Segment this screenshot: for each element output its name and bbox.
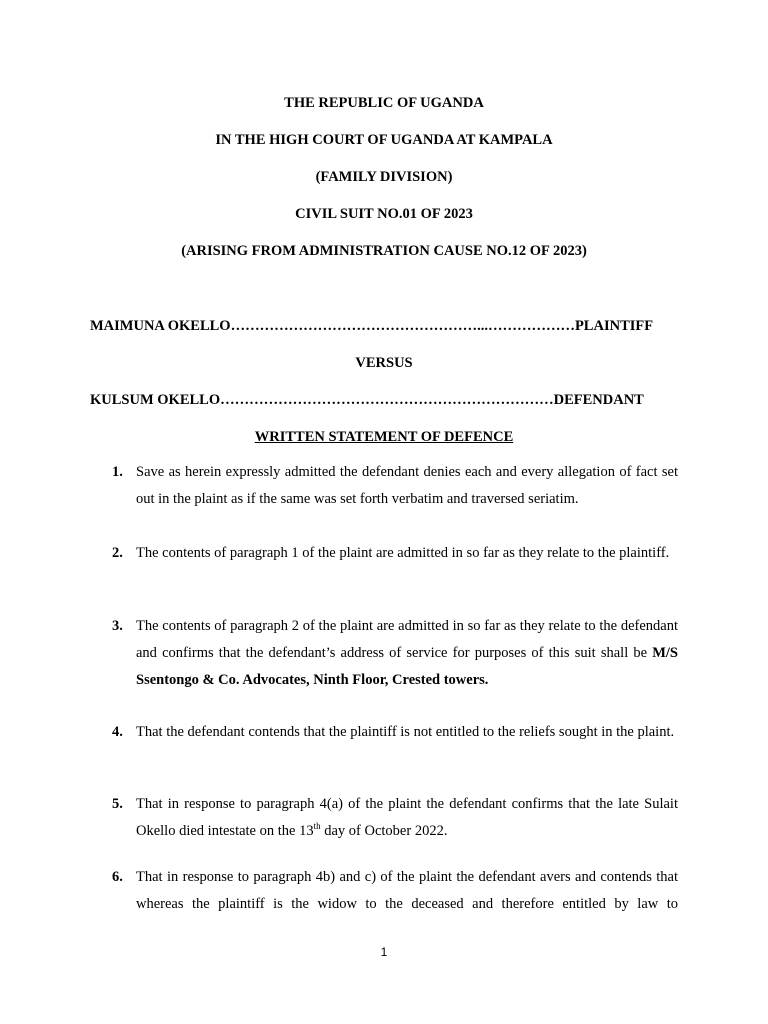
document-title: WRITTEN STATEMENT OF DEFENCE: [254, 429, 514, 445]
paragraph-2: [112, 540, 678, 567]
page-number: 1: [380, 945, 388, 959]
paragraph-text: [136, 613, 678, 694]
paragraph-number: 3.: [112, 618, 123, 634]
paragraph-number: 6.: [112, 869, 123, 885]
heading-republic: THE REPUBLIC OF UGANDA: [284, 95, 484, 111]
paragraph-1: [112, 459, 678, 513]
paragraph-number: 4.: [112, 724, 123, 740]
heading-division: (FAMILY DIVISION): [315, 169, 453, 185]
ordinal-superscript: th: [313, 821, 321, 832]
paragraph-text: The contents of paragraph 1 of the plaint are admitted in so far as they relate to the plaintiff.: [136, 545, 670, 561]
defendant-line: KULSUM OKELLO……………………………………………………………DEFENDANT: [90, 392, 644, 408]
plaintiff-line: MAIMUNA OKELLO……………………………………………...………………PLAINTIFF: [90, 318, 654, 334]
paragraph-text: That the defendant contends that the plaintiff is not entitled to the reliefs sought in the plaint.: [136, 724, 675, 740]
heading-arising-from: (ARISING FROM ADMINISTRATION CAUSE NO.12 OF 2023): [181, 243, 587, 259]
paragraph-number: 2.: [112, 545, 123, 561]
paragraph-text: That in response to paragraph 4b) and c) of the plaint the defendant avers and contends that whereas the plaintiff is the widow to the deceased and therefore entitled by law to: [136, 869, 678, 912]
paragraph-4: [112, 719, 678, 746]
paragraph-5: [112, 791, 678, 845]
paragraph-6: [112, 864, 678, 918]
heading-court: IN THE HIGH COURT OF UGANDA AT KAMPALA: [215, 132, 553, 148]
paragraph-text: [136, 791, 678, 845]
paragraph-text-plain: day of October 2022.: [320, 823, 448, 839]
paragraph-number: 5.: [112, 796, 123, 812]
heading-suit-number: CIVIL SUIT NO.01 OF 2023: [295, 206, 473, 222]
advocates-address: M/S Ssentongo & Co. Advocates, Ninth Floor, Crested towers.: [136, 645, 678, 688]
paragraph-text-plain: The contents of paragraph 2 of the plaint are admitted in so far as they relate to the defendant and confirms that the defendant’s address of service for purposes of this suit shall be: [136, 618, 678, 661]
paragraph-3: [112, 613, 678, 694]
paragraph-number: 1.: [112, 464, 123, 480]
paragraph-text-plain: That in response to paragraph 4(a) of the plaint the defendant confirms that the late Sulait Okello died intestate on the 13: [136, 796, 678, 839]
versus-label: VERSUS: [355, 355, 413, 371]
paragraph-text: Save as herein expressly admitted the defendant denies each and every allegation of fact set out in the plaint as if the same was set forth verbatim and traversed seriatim.: [136, 464, 678, 507]
